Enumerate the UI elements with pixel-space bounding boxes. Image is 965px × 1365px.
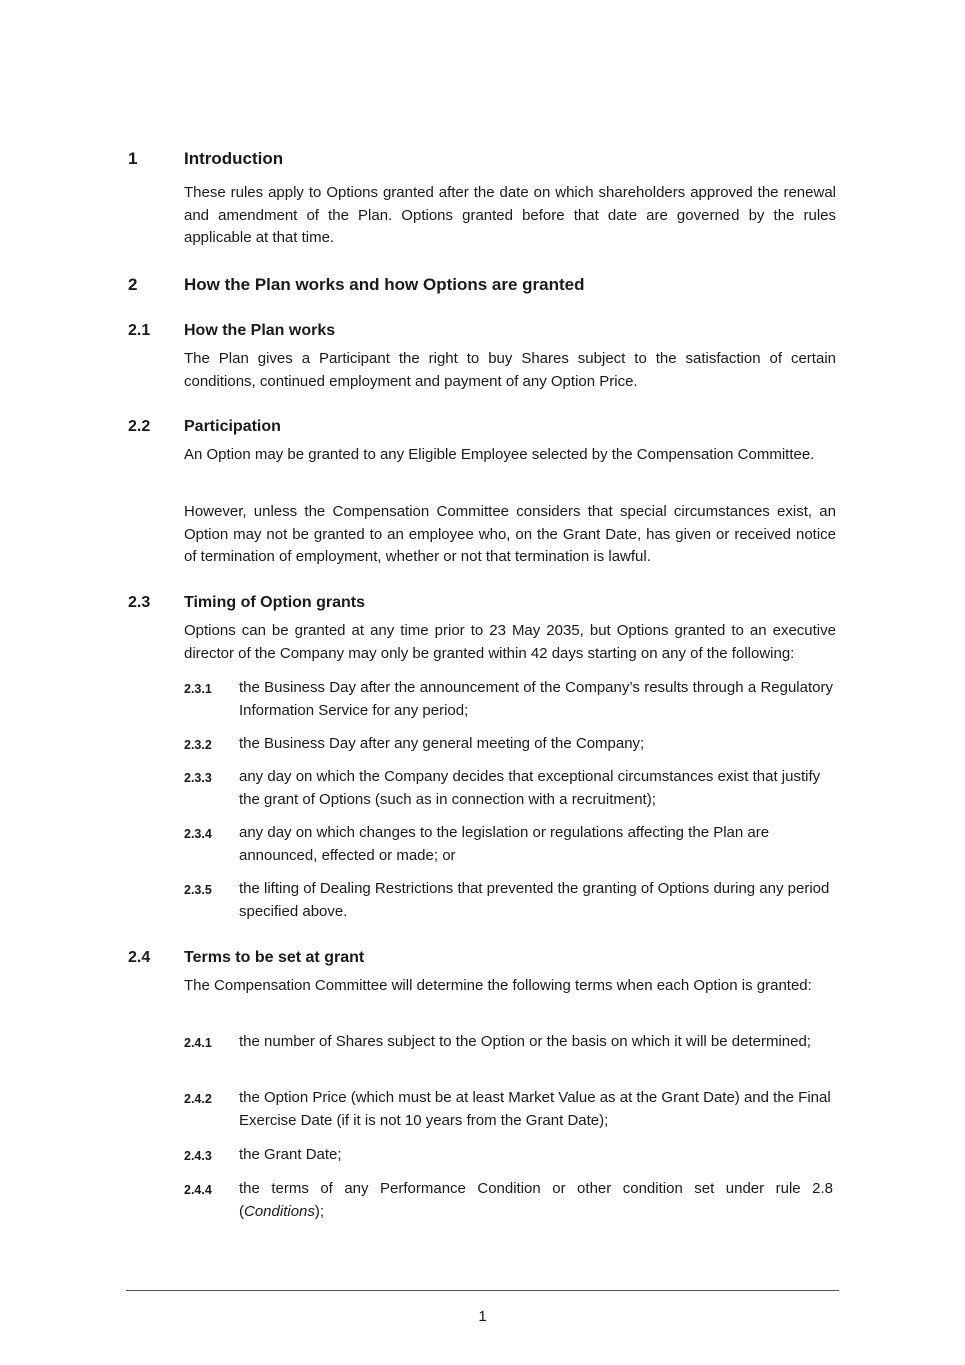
section-2-4-title: Terms to be set at grant [184, 949, 365, 966]
section-2-1-title: How the Plan works [184, 322, 336, 339]
item-2-4-2-number: 2.4.2 [184, 1092, 212, 1106]
item-2-3-5-text: the lifting of Dealing Restrictions that prevented the granting of Options during any period specified above. [239, 880, 830, 920]
section-2-number: 2 [128, 275, 138, 294]
section-2-2-body-2: However, unless the Compensation Committee considers that special circumstances exist, an Option may not be granted to an employee who, on the Grant Date, has given or received notice of termination of employment, whether or not that termination is lawful. [184, 503, 836, 566]
item-2-4-4-text [239, 1178, 833, 1223]
section-2-title: How the Plan works and how Options are granted [184, 275, 585, 294]
item-2-4-4-text-after: ); [314, 1202, 325, 1220]
item-2-4-3-number: 2.4.3 [184, 1149, 212, 1163]
item-2-3-1-number: 2.3.1 [184, 682, 212, 696]
item-2-3-5-number: 2.3.5 [184, 883, 212, 897]
section-2-1-body: The Plan gives a Participant the right to buy Shares subject to the satisfaction of certain conditions, continued employment and payment of any Option Price. [184, 350, 836, 390]
item-2-3-1-text: the Business Day after the announcement of the Company’s results through a Regulatory Information Service for any period; [239, 679, 833, 719]
footer-rule [126, 1290, 839, 1291]
section-2-3-title: Timing of Option grants [184, 594, 366, 611]
section-2-4-body: The Compensation Committee will determine the following terms when each Option is granted: [184, 977, 812, 994]
item-2-4-4-text-italic: Conditions [244, 1202, 315, 1220]
item-2-3-2-number: 2.3.2 [184, 738, 212, 752]
section-2-2-body-1: An Option may be granted to any Eligible Employee selected by the Compensation Committee. [184, 446, 815, 463]
section-1-body: These rules apply to Options granted after the date on which shareholders approved the renewal and amendment of the Plan. Options granted before that date are governed by the rules applicable at that time. [184, 184, 836, 247]
section-2-1-number: 2.1 [128, 322, 151, 339]
item-2-3-3-number: 2.3.3 [184, 771, 212, 785]
section-1-title: Introduction [184, 149, 284, 168]
section-2-3-number: 2.3 [128, 594, 151, 611]
item-2-3-4-number: 2.3.4 [184, 827, 212, 841]
item-2-4-3-text: the Grant Date; [239, 1146, 342, 1163]
section-2-2-title: Participation [184, 418, 281, 435]
section-2-4-number: 2.4 [128, 949, 151, 966]
item-2-4-2-text: the Option Price (which must be at least Market Value as at the Grant Date) and the Final Exercise Date (if it is not 10 years from the Grant Date); [239, 1089, 831, 1129]
item-2-3-2-text: the Business Day after any general meeting of the Company; [239, 735, 645, 752]
item-2-4-4-number: 2.4.4 [184, 1183, 212, 1197]
item-2-4-1-text: the number of Shares subject to the Option or the basis on which it will be determined; [239, 1033, 811, 1050]
section-2-3-body: Options can be granted at any time prior to 23 May 2035, but Options granted to an executive director of the Company may only be granted within 42 days starting on any of the following: [184, 622, 836, 662]
item-2-4-1-number: 2.4.1 [184, 1036, 212, 1050]
section-1-number: 1 [128, 149, 138, 168]
item-2-3-4-text: any day on which changes to the legislation or regulations affecting the Plan are announced, effected or made; or [239, 824, 770, 864]
section-2-2-number: 2.2 [128, 418, 151, 435]
item-2-3-3-text: any day on which the Company decides that exceptional circumstances exist that justify the grant of Options (such as in connection with a recruitment); [239, 768, 821, 808]
page-number: 1 [478, 1308, 487, 1325]
item-2-4-4-text-before: the terms of any Performance Condition or other condition set under rule 2.8 ( [239, 1180, 833, 1220]
